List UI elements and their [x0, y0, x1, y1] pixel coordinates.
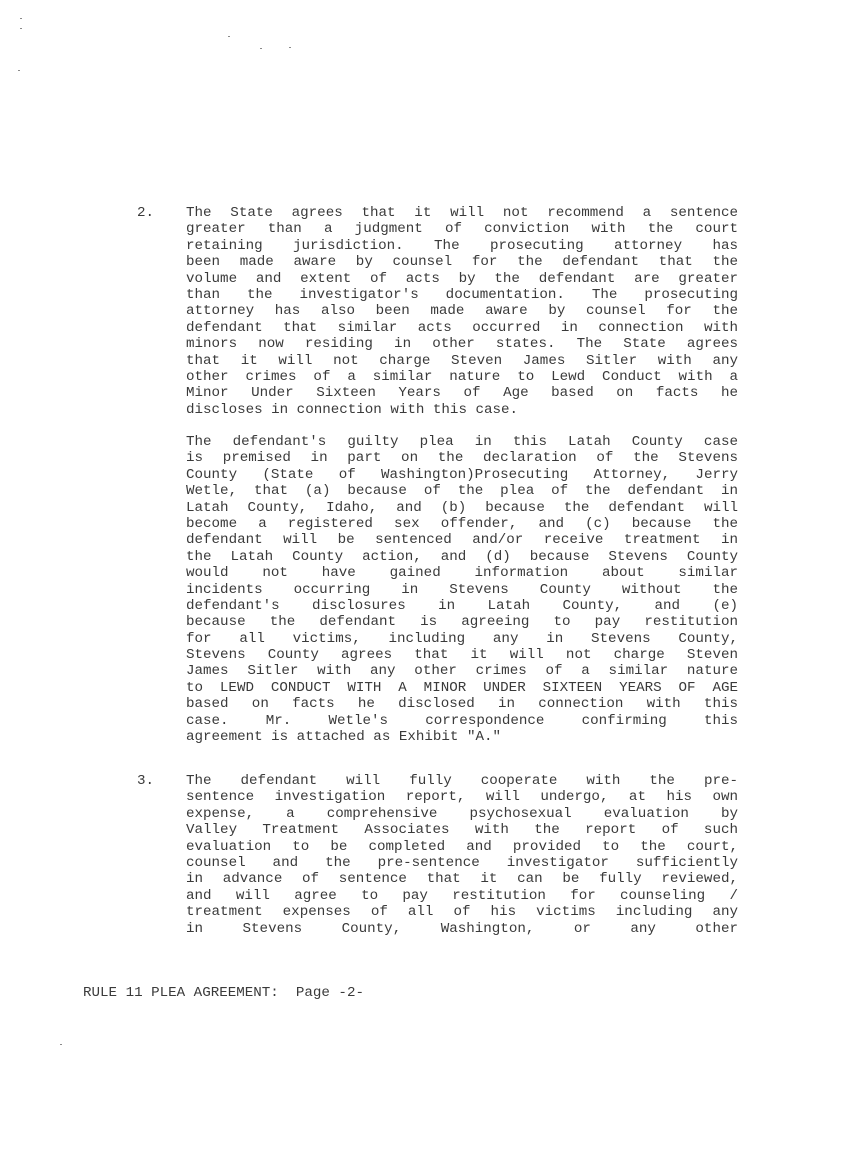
paragraph-line: to LEWD CONDUCT WITH A MINOR UNDER SIXTEEN YEARS OF AGE [186, 679, 738, 696]
paragraph-line: in advance of sentence that it can be fully reviewed, [186, 871, 738, 888]
scan-speck [60, 1044, 62, 1045]
paragraph-line: volume and extent of acts by the defendant are greater [186, 270, 738, 287]
paragraph-line: counsel and the pre-sentence investigator sufficiently [186, 854, 738, 871]
paragraph-line: evaluation to be completed and provided to the court, [186, 838, 738, 855]
paragraph-line: in Stevens County, Washington, or any other [186, 920, 738, 937]
paragraph-line: sentence investigation report, will undergo, at his own [186, 789, 738, 806]
paragraph-line: The defendant will fully cooperate with the pre- [186, 773, 738, 789]
paragraph-line: for all victims, including any in Stevens County, [186, 630, 738, 647]
paragraph-line: agreement is attached as Exhibit "A." [186, 729, 502, 746]
item-number: 2. [137, 205, 155, 221]
paragraph-line: minors now residing in other states. The State agrees [186, 336, 738, 353]
paragraph-line: the Latah County action, and (d) because Stevens County [186, 548, 738, 565]
scan-speck [289, 47, 291, 48]
paragraph-line: Stevens County agrees that it will not charge Steven [186, 647, 738, 664]
paragraph-line: would not have gained information about similar [186, 565, 738, 582]
paragraph-state-agreement [186, 205, 738, 418]
paragraph-line: Minor Under Sixteen Years of Age based on facts he [186, 385, 738, 402]
footer-page-number: Page -2- [295, 985, 364, 1001]
paragraph-line: incidents occurring in Stevens County without the [186, 581, 738, 598]
paragraph-line: treatment expenses of all of his victims including any [186, 904, 738, 921]
paragraph-line: The State agrees that it will not recommend a sentence [186, 205, 738, 221]
paragraph-line: been made aware by counsel for the defendant that the [186, 254, 738, 271]
paragraph-line: discloses in connection with this case. [186, 401, 519, 418]
paragraph-line: because the defendant is agreeing to pay restitution [186, 614, 738, 631]
paragraph-line: that it will not charge Steven James Sitler with any [186, 352, 738, 369]
item-number: 3. [137, 773, 155, 789]
paragraph-line: than the investigator's documentation. The prosecuting [186, 286, 738, 303]
paragraph-line: attorney has also been made aware by counsel for the [186, 303, 738, 320]
paragraph-line: Latah County, Idaho, and (b) because the defendant will [186, 499, 738, 516]
paragraph-line: other crimes of a similar nature to Lewd Conduct with a [186, 368, 738, 385]
paragraph-line: defendant that similar acts occurred in connection with [186, 319, 738, 336]
paragraph-line: Valley Treatment Associates with the report of such [186, 822, 738, 839]
paragraph-line: County (State of Washington)Prosecuting Attorney, Jerry [186, 466, 738, 483]
paragraph-line: greater than a judgment of conviction with the court [186, 221, 738, 238]
paragraph-line: become a registered sex offender, and (c) because the [186, 515, 738, 532]
footer-label: RULE 11 PLEA AGREEMENT: [83, 985, 279, 1001]
paragraph-line: defendant's disclosures in Latah County, and (e) [186, 597, 738, 614]
scan-speck [260, 48, 262, 49]
paragraph-line: The defendant's guilty plea in this Latah County case [186, 434, 738, 450]
scan-speck [228, 36, 230, 37]
paragraph-line: based on facts he disclosed in connection with this [186, 696, 738, 713]
scan-speck [18, 70, 20, 71]
scan-speck [20, 28, 22, 29]
paragraph-stevens-county [186, 434, 738, 745]
paragraph-line: James Sitler with any other crimes of a similar nature [186, 663, 738, 680]
paragraph-line: and will agree to pay restitution for counseling / [186, 887, 738, 904]
paragraph-line: retaining jurisdiction. The prosecuting attorney has [186, 237, 738, 254]
paragraph-line: case. Mr. Wetle's correspondence confirming this [186, 712, 738, 729]
paragraph-line: expense, a comprehensive psychosexual evaluation by [186, 805, 738, 822]
scan-speck [20, 18, 22, 19]
paragraph-line: Wetle, that (a) because of the plea of the defendant in [186, 483, 738, 500]
paragraph-line: defendant will be sentenced and/or receive treatment in [186, 532, 738, 549]
paragraph-defendant-cooperation [186, 773, 738, 937]
page-footer [83, 985, 364, 1001]
paragraph-line: is premised in part on the declaration of the Stevens [186, 450, 738, 467]
